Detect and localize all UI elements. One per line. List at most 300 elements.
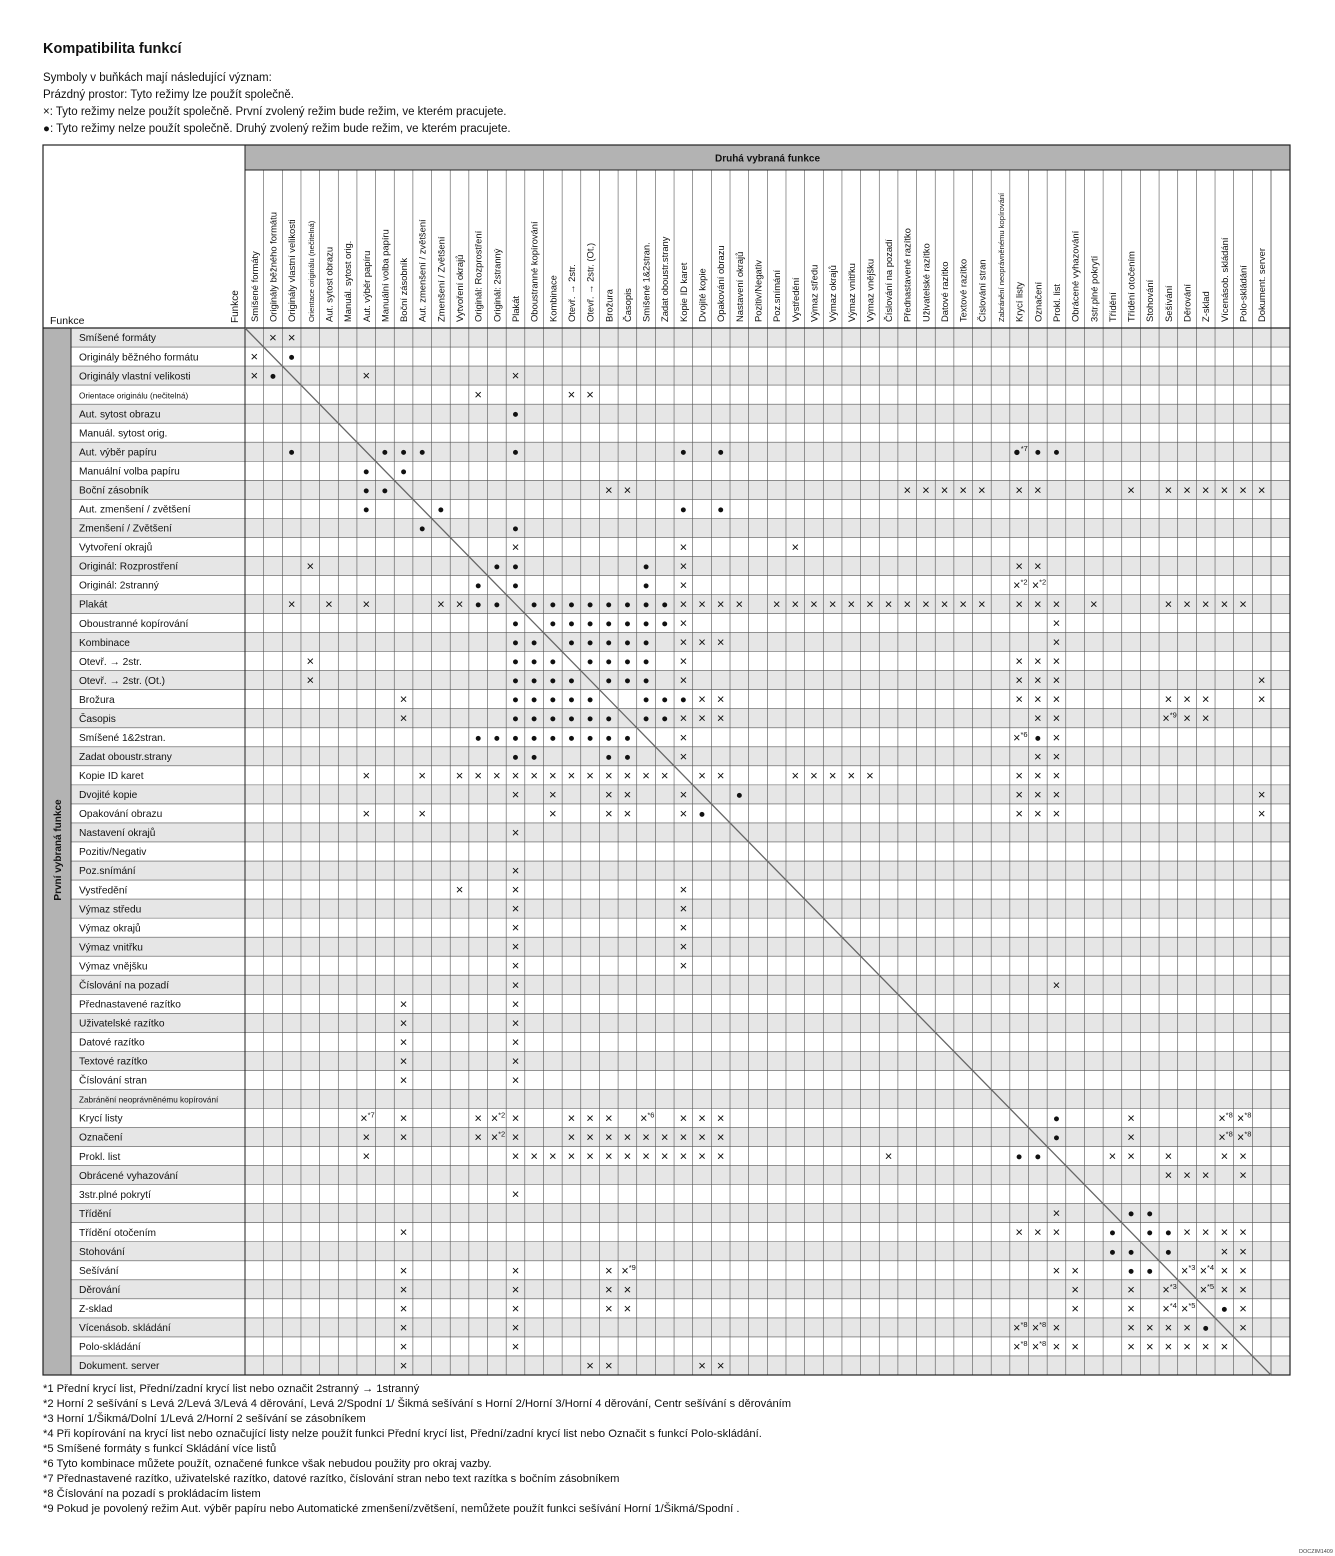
cell-note: ×$^{*4}$ <box>1162 1300 1177 1316</box>
footnote: *8 Číslování na pozadí s prokládacím listem <box>43 1488 261 1500</box>
cell-cross: × <box>604 805 613 821</box>
cell-dot: ● <box>1202 1322 1210 1335</box>
cell-cross: × <box>1052 596 1061 612</box>
cell-cross: × <box>1071 1262 1079 1278</box>
cell-cross: × <box>679 615 688 631</box>
cell-cross: × <box>623 482 632 498</box>
column-label: Smíšené formáty <box>248 251 260 322</box>
page-title: Kompatibilita funkcí <box>43 41 182 57</box>
row-label: Vytvoření okrajů <box>79 542 153 554</box>
row-band <box>71 1051 1290 1070</box>
column-label: Zmenšení / Zvětšení <box>435 236 447 322</box>
cell-cross: × <box>642 1148 650 1164</box>
cell-note: ×$^{*5}$ <box>1199 1281 1215 1297</box>
cell-cross: × <box>1034 805 1042 821</box>
cell-dot: ● <box>1146 1227 1154 1240</box>
cell-cross: × <box>940 482 949 498</box>
cell-cross: × <box>660 767 669 783</box>
cell-cross: × <box>399 1129 408 1145</box>
cell-dot: ● <box>586 656 594 669</box>
row-label: Vícenásob. skládání <box>79 1323 171 1335</box>
row-label: Číslování stran <box>79 1075 147 1087</box>
row-label: Manuál. sytost orig. <box>79 428 168 440</box>
row-label: Aut. sytost obrazu <box>79 409 161 421</box>
column-label: Kombinace <box>547 275 559 322</box>
column-label: Třídění <box>1106 292 1118 322</box>
cell-cross: × <box>399 1053 408 1069</box>
column-label: Výmaz vnitřku <box>845 263 857 322</box>
cell-cross: × <box>679 710 688 726</box>
cell-dot: ● <box>1220 1303 1228 1316</box>
cell-dot: ● <box>623 599 631 612</box>
cell-cross: × <box>567 1110 576 1126</box>
row-label: Třídění otočením <box>79 1227 157 1239</box>
cell-cross: × <box>1257 672 1266 688</box>
cell-cross: × <box>511 786 520 802</box>
row-label: Výmaz vnějšku <box>79 961 148 973</box>
row-label: Děrování <box>79 1285 121 1297</box>
cell-cross: × <box>1239 1300 1247 1316</box>
cell-dot: ● <box>605 713 613 726</box>
row-label: Oboustranné kopírování <box>79 618 189 630</box>
cell-cross: × <box>362 596 371 612</box>
cell-cross: × <box>716 710 725 726</box>
column-label: Časopis <box>621 288 633 322</box>
cell-cross: × <box>511 901 520 917</box>
cell-cross: × <box>1239 1167 1247 1183</box>
cell-cross: × <box>1015 786 1023 802</box>
cell-cross: × <box>604 1281 613 1297</box>
cell-cross: × <box>1052 691 1061 707</box>
cell-cross: × <box>511 1300 520 1316</box>
cell-dot: ● <box>530 599 538 612</box>
cell-cross: × <box>325 596 333 612</box>
cell-dot: ● <box>493 732 501 745</box>
cell-dot: ● <box>400 446 408 459</box>
cell-dot: ● <box>605 618 613 631</box>
cell-dot: ● <box>586 732 594 745</box>
cell-cross: × <box>1015 653 1023 669</box>
cell-cross: × <box>1052 653 1061 669</box>
cell-cross: × <box>511 958 520 974</box>
cell-cross: × <box>306 672 315 688</box>
cell-cross: × <box>698 596 706 612</box>
cell-dot: ● <box>717 446 725 459</box>
cell-cross: × <box>1164 1167 1173 1183</box>
legend-dot: ●: Tyto režimy nelze použít společně. Druhý zvolený režim bude režim, ve kterém pracujete. <box>43 123 511 135</box>
cell-dot: ● <box>474 579 482 592</box>
column-label: Zabránění neoprávněnému kopírování <box>997 192 1007 322</box>
cell-cross: × <box>1108 1148 1117 1164</box>
cell-dot: ● <box>679 694 687 707</box>
row-label: Smíšené formáty <box>79 333 156 345</box>
column-label: Originály vlastní velikosti <box>286 219 298 322</box>
column-label: Krycí listy <box>1013 281 1025 322</box>
cell-cross: × <box>716 634 725 650</box>
cell-cross: × <box>698 710 706 726</box>
cell-dot: ● <box>288 446 296 459</box>
column-label: Z-sklad <box>1200 291 1212 322</box>
cell-dot: ● <box>567 694 575 707</box>
cell-cross: × <box>623 1129 632 1145</box>
footnote: *2 Horní 2 sešívání s Levá 2/Levá 3/Levá 4 děrování, Levá 2/Spodní 1/ Šikmá sešívání s Horní 2/Horní 3/Horní 4 děrování, Centr sešívání s děrováním <box>43 1398 792 1410</box>
cell-cross: × <box>1052 805 1061 821</box>
cell-cross: × <box>474 387 482 403</box>
cell-cross: × <box>399 1319 408 1335</box>
row-label: Opakování obrazu <box>79 809 163 821</box>
cell-cross: × <box>1239 1224 1247 1240</box>
row-label: Manuální volba papíru <box>79 466 180 478</box>
cell-note: ×$^{*8}$ <box>1237 1129 1252 1145</box>
cell-cross: × <box>1052 1224 1061 1240</box>
cell-cross: × <box>1183 1167 1191 1183</box>
cell-cross: × <box>884 596 893 612</box>
cell-cross: × <box>362 1148 371 1164</box>
row-label: Obrácené vyhazování <box>79 1170 179 1182</box>
row-label: Aut. zmenšení / zvětšení <box>79 504 191 516</box>
cell-dot: ● <box>661 694 669 707</box>
cell-cross: × <box>399 1072 408 1088</box>
column-label: Originál: 2stranný <box>491 248 503 322</box>
cell-cross: × <box>1015 767 1023 783</box>
cell-dot: ● <box>623 637 631 650</box>
first-function-header: První vybraná funkce <box>53 799 64 901</box>
cell-dot: ● <box>530 675 538 688</box>
cell-cross: × <box>1052 729 1061 745</box>
row-label: Výmaz středu <box>79 904 142 916</box>
column-label: Výmaz vnějšku <box>864 258 876 322</box>
cell-cross: × <box>698 634 706 650</box>
cell-dot: ● <box>474 732 482 745</box>
cell-cross: × <box>399 691 408 707</box>
cell-dot: ● <box>1052 446 1060 459</box>
cell-dot: ● <box>642 618 650 631</box>
cell-note: ×$^{*2}$ <box>490 1129 506 1145</box>
cell-cross: × <box>399 1262 408 1278</box>
cell-cross: × <box>1071 1300 1079 1316</box>
column-label: Otevř. → 2str. (Ot.) <box>584 242 596 322</box>
legend-cross: ×: Tyto režimy nelze použít společně. První zvolený režim bude režim, ve kterém pracujete. <box>43 106 507 118</box>
cell-cross: × <box>287 330 296 346</box>
cell-note: ×$^{*3}$ <box>1181 1262 1196 1278</box>
cell-dot: ● <box>586 599 594 612</box>
column-label: Prokl. list <box>1050 283 1062 322</box>
cell-dot: ● <box>586 713 594 726</box>
cell-cross: × <box>1220 596 1229 612</box>
cell-cross: × <box>1052 634 1061 650</box>
column-label: Sešívání <box>1162 285 1174 322</box>
cell-cross: × <box>716 691 725 707</box>
column-label: Číslování stran <box>976 259 988 322</box>
footnote: *9 Pokud je povolený režim Aut. výběr papíru nebo Automatické zmenšení/zvětšení, nemůžete použít funkci sešívání Horní 1/Šikmá/Spodní . <box>43 1503 740 1515</box>
cell-cross: × <box>567 767 576 783</box>
cell-cross: × <box>549 805 557 821</box>
cell-cross: × <box>511 939 520 955</box>
cell-cross: × <box>1052 1319 1061 1335</box>
row-label: Orientace originálu (nečitelná) <box>79 391 189 401</box>
cell-cross: × <box>903 482 912 498</box>
cell-cross: × <box>660 1148 669 1164</box>
cell-cross: × <box>698 767 706 783</box>
column-label: Manuál. sytost orig. <box>342 240 354 322</box>
column-label: Přednastavené razítko <box>901 228 913 322</box>
cell-dot: ● <box>512 408 519 421</box>
cell-cross: × <box>1089 596 1098 612</box>
cell-cross: × <box>511 1186 520 1202</box>
cell-cross: × <box>791 767 800 783</box>
cell-dot: ● <box>493 599 501 612</box>
cell-cross: × <box>940 596 949 612</box>
cell-cross: × <box>978 482 986 498</box>
cell-cross: × <box>511 863 520 879</box>
cell-cross: × <box>623 767 632 783</box>
row-label: Zmenšení / Zvětšení <box>79 523 172 535</box>
row-label: Brožura <box>79 694 115 706</box>
cell-cross: × <box>418 805 427 821</box>
row-band <box>71 480 1290 499</box>
column-label: Výmaz středu <box>808 264 820 322</box>
cell-cross: × <box>474 1110 482 1126</box>
cell-cross: × <box>847 767 856 783</box>
cell-dot: ● <box>512 751 519 764</box>
cell-dot: ● <box>605 732 613 745</box>
second-function-header: Druhá vybraná funkce <box>714 153 821 165</box>
row-label: Výmaz okrajů <box>79 923 141 935</box>
cell-cross: × <box>1015 596 1023 612</box>
cell-dot: ● <box>1108 1227 1116 1240</box>
cell-cross: × <box>1164 1338 1173 1354</box>
cell-dot: ● <box>549 732 557 745</box>
row-label: Datové razítko <box>79 1037 145 1049</box>
cell-cross: × <box>474 1129 482 1145</box>
cell-cross: × <box>1071 1281 1079 1297</box>
cell-cross: × <box>1127 1129 1135 1145</box>
cell-cross: × <box>716 596 725 612</box>
row-label: Třídění <box>79 1208 112 1220</box>
cell-cross: × <box>549 786 557 802</box>
cell-cross: × <box>716 767 725 783</box>
cell-cross: × <box>1183 710 1191 726</box>
cell-cross: × <box>586 1357 594 1373</box>
cell-cross: × <box>1034 596 1042 612</box>
cell-dot: ● <box>549 599 557 612</box>
cell-cross: × <box>511 1072 520 1088</box>
cell-dot: ● <box>642 579 650 592</box>
cell-cross: × <box>1183 596 1191 612</box>
cell-cross: × <box>399 1281 408 1297</box>
cell-note: ×$^{*8}$ <box>1031 1338 1047 1354</box>
cell-dot: ● <box>623 675 631 688</box>
cell-cross: × <box>586 387 594 403</box>
cell-dot: ● <box>1164 1246 1172 1259</box>
cell-cross: × <box>511 1281 520 1297</box>
column-label: Kopie ID karet <box>677 262 689 322</box>
cell-cross: × <box>1183 691 1191 707</box>
row-label: Textové razítko <box>79 1056 148 1068</box>
cell-cross: × <box>511 882 520 898</box>
row-label: Číslování na pozadí <box>79 980 170 992</box>
cell-cross: × <box>679 882 688 898</box>
cell-cross: × <box>511 767 520 783</box>
cell-cross: × <box>1220 1224 1229 1240</box>
cell-cross: × <box>884 1148 893 1164</box>
row-label: Kombinace <box>79 637 130 649</box>
cell-cross: × <box>1201 691 1210 707</box>
cell-dot: ● <box>512 446 519 459</box>
cell-dot: ● <box>530 637 538 650</box>
cell-cross: × <box>1257 691 1266 707</box>
row-band <box>71 1356 1290 1375</box>
row-label: Otevř. → 2str. <box>79 656 142 668</box>
cell-cross: × <box>623 786 632 802</box>
cell-cross: × <box>1239 1262 1247 1278</box>
cell-cross: × <box>604 767 613 783</box>
cell-note: ×$^{*8}$ <box>1218 1110 1233 1126</box>
row-label: Originál: 2stranný <box>79 580 159 592</box>
cell-cross: × <box>959 482 967 498</box>
cell-cross: × <box>418 767 427 783</box>
cell-dot: ● <box>474 599 482 612</box>
cell-dot: ● <box>1034 446 1042 459</box>
cell-note: ×$^{*4}$ <box>1199 1262 1215 1278</box>
cell-cross: × <box>399 1224 408 1240</box>
footnote: *4 Při kopírování na krycí list nebo označující listy nelze použít funkci Přední krycí list, Přední/zadní krycí list nebo Označit s funkcí Polo-skládání. <box>43 1428 762 1440</box>
column-label: Otevř. → 2str. <box>565 264 577 322</box>
footnote: *1 Přední krycí list, Přední/zadní krycí list nebo označit 2stranný → 1stranný <box>43 1383 420 1395</box>
cell-cross: × <box>1145 1319 1154 1335</box>
cell-cross: × <box>586 767 594 783</box>
cell-dot: ● <box>530 694 538 707</box>
cell-cross: × <box>493 767 501 783</box>
cell-note: ×$^{*6}$ <box>1013 729 1028 745</box>
cell-cross: × <box>1052 748 1061 764</box>
cell-dot: ● <box>1127 1208 1135 1221</box>
row-band <box>71 1242 1290 1261</box>
cell-cross: × <box>716 1110 725 1126</box>
cell-cross: × <box>922 482 930 498</box>
cell-cross: × <box>604 1129 613 1145</box>
cell-cross: × <box>828 596 837 612</box>
cell-cross: × <box>903 596 912 612</box>
cell-cross: × <box>511 977 520 993</box>
column-label: Brožura <box>603 289 615 322</box>
cell-dot: ● <box>1146 1208 1154 1221</box>
cell-cross: × <box>716 1357 725 1373</box>
footnote: *3 Horní 1/Šikmá/Dolní 1/Levá 2/Horní 2 sešívání se zásobníkem <box>43 1413 366 1425</box>
cell-cross: × <box>1220 1262 1229 1278</box>
cell-dot: ● <box>512 560 519 573</box>
cell-cross: × <box>1183 1338 1191 1354</box>
cell-dot: ● <box>549 713 557 726</box>
cell-cross: × <box>623 805 632 821</box>
cell-dot: ● <box>586 618 594 631</box>
cell-dot: ● <box>1164 1227 1172 1240</box>
cell-cross: × <box>1220 1338 1229 1354</box>
cell-cross: × <box>399 1300 408 1316</box>
cell-dot: ● <box>549 694 557 707</box>
row-label: Výmaz vnitřku <box>79 942 143 954</box>
column-label: Aut. výběr papíru <box>360 250 372 322</box>
cell-dot: ● <box>567 675 575 688</box>
cell-dot: ● <box>1034 732 1042 745</box>
cell-cross: × <box>455 882 464 898</box>
cell-cross: × <box>399 1338 408 1354</box>
row-band <box>71 1089 1290 1108</box>
cell-cross: × <box>791 596 800 612</box>
row-band <box>71 823 1290 842</box>
column-label: Originál: Rozprostření <box>472 230 484 322</box>
cell-dot: ● <box>418 446 426 459</box>
cell-cross: × <box>679 901 688 917</box>
cell-dot: ● <box>362 465 370 478</box>
row-label: Z-sklad <box>79 1304 113 1316</box>
cell-cross: × <box>1052 1205 1061 1221</box>
cell-cross: × <box>1201 482 1210 498</box>
cell-cross: × <box>922 596 930 612</box>
cell-cross: × <box>399 1110 408 1126</box>
cell-dot: ● <box>512 637 519 650</box>
column-label: Originály běžného formátu <box>267 212 279 322</box>
cell-dot: ● <box>698 808 706 821</box>
cell-cross: × <box>604 1262 613 1278</box>
cell-cross: × <box>604 1148 613 1164</box>
cell-dot: ● <box>530 732 538 745</box>
cell-note: ×$^{*6}$ <box>640 1110 655 1126</box>
cell-cross: × <box>679 1129 688 1145</box>
cell-cross: × <box>1034 482 1042 498</box>
cell-cross: × <box>604 1110 613 1126</box>
cell-dot: ● <box>512 713 519 726</box>
cell-cross: × <box>1127 1148 1135 1164</box>
cell-dot: ● <box>1127 1246 1135 1259</box>
cell-cross: × <box>511 996 520 1012</box>
column-label: Polo-skládání <box>1237 265 1249 322</box>
cell-cross: × <box>604 786 613 802</box>
cell-cross: × <box>642 767 650 783</box>
cell-dot: ● <box>567 713 575 726</box>
column-label: Manuální volba papíru <box>379 229 391 322</box>
cell-dot: ● <box>605 656 613 669</box>
cell-cross: × <box>698 1110 706 1126</box>
cell-dot: ● <box>605 675 613 688</box>
cell-dot: ● <box>400 465 408 478</box>
row-label: Zabránění neoprávněnému kopírování <box>79 1095 219 1105</box>
row-band <box>71 1204 1290 1223</box>
column-label: Boční zásobník <box>398 257 410 322</box>
row-label: Sešívání <box>79 1266 119 1277</box>
row-label: Časopis <box>79 713 116 725</box>
cell-cross: × <box>1015 672 1023 688</box>
cell-cross: × <box>1220 482 1229 498</box>
column-label: Smíšené 1&2stran. <box>640 242 652 322</box>
cell-cross: × <box>1239 1148 1247 1164</box>
cell-cross: × <box>511 539 520 555</box>
row-label: Boční zásobník <box>79 485 149 497</box>
footnote: *7 Přednastavené razítko, uživatelské razítko, datové razítko, číslování stran nebo text razítka s bočním zásobníkem <box>43 1473 620 1485</box>
footnote: *5 Smíšené formáty s funkcí Skládání více listů <box>43 1443 277 1455</box>
cell-cross: × <box>1239 1243 1247 1259</box>
cell-cross: × <box>399 710 408 726</box>
cell-dot: ● <box>642 637 650 650</box>
cell-dot: ● <box>567 618 575 631</box>
row-band <box>71 1166 1290 1185</box>
cell-dot: ● <box>1146 1265 1154 1278</box>
cell-dot: ● <box>1015 1151 1023 1164</box>
cell-cross: × <box>511 1338 520 1354</box>
cell-cross: × <box>1201 1338 1210 1354</box>
cell-cross: × <box>1220 1281 1229 1297</box>
row-band <box>71 518 1290 537</box>
